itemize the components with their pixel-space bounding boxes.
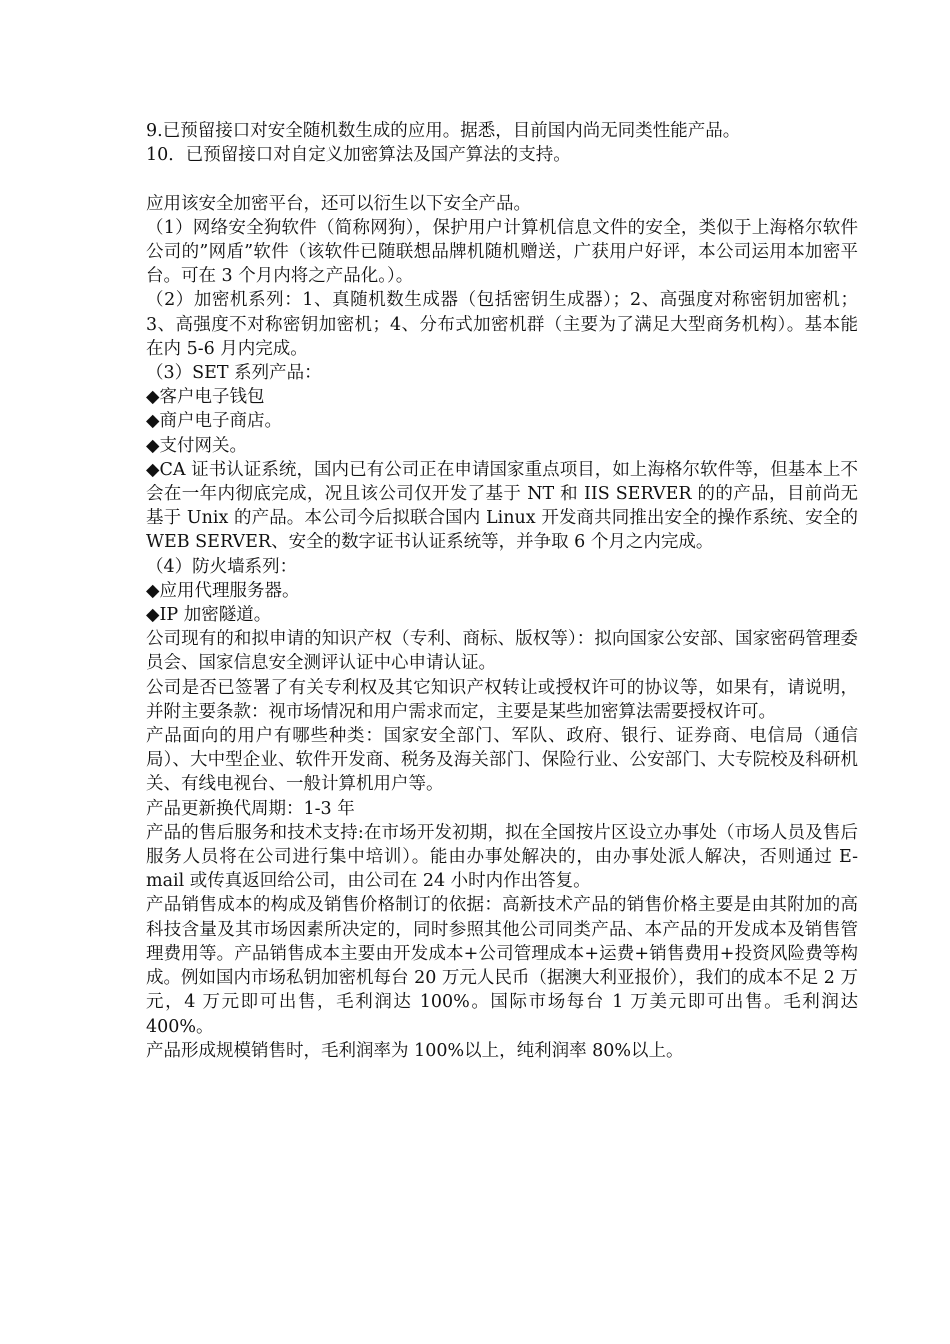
bullet-application-proxy: ◆应用代理服务器。 xyxy=(146,580,300,601)
paragraph-intellectual-property: 公司现有的和拟申请的知识产权（专利、商标、版权等）：拟向国家公安部、国家密码管理委员会、国家信息安全测评认证中心申请认证。 xyxy=(146,629,858,674)
paragraph-licensing-agreements: 公司是否已签署了有关专利权及其它知识产权转让或授权许可的协议等，如果有，请说明，并附主要条款：视市场情况和用户需求而定，主要是某些加密算法需要授权许可。 xyxy=(146,677,858,722)
document-body xyxy=(146,119,858,1063)
paragraph-set-series-heading: （3）SET 系列产品： xyxy=(146,363,322,384)
paragraph-custom-algorithm-interface: 10．已预留接口对自定义加密算法及国产算法的支持。 xyxy=(146,145,571,166)
paragraph-update-cycle: 产品更新换代周期：1-3 年 xyxy=(146,798,355,819)
paragraph-encryption-machine-series: （2）加密机系列：1、真随机数生成器（包括密钥生成器）；2、高强度对称密钥加密机；3、高强度不对称密钥加密机；4、分布式加密机群（主要为了满足大型商务机构）。基本能在内 5-6 月内完成。 xyxy=(146,290,858,359)
paragraph-profit-margin: 产品形成规模销售时，毛利润率为 100%以上，纯利润率 80%以上。 xyxy=(146,1040,684,1061)
paragraph-sales-cost-pricing: 产品销售成本的构成及销售价格制订的依据：高新技术产品的销售价格主要是由其附加的高科技含量及其市场因素所决定的，同时参照其他公司同类产品、本产品的开发成本及销售管理费用等。产品销售成本主要由开发成本+公司管理成本+运费+销售费用+投资风险费等构成。例如国内市场私钥加密机每台 20 万元人民币（据澳大利亚报价），我们的成本不足 2 万元，4 万元即可出售，毛利润达 100%。国际市场每台 1 万美元即可出售。毛利润达 400%。 xyxy=(146,895,858,1037)
paragraph-derived-products-intro: 应用该安全加密平台，还可以衍生以下安全产品。 xyxy=(146,193,531,214)
bullet-payment-gateway: ◆支付网关。 xyxy=(146,435,247,456)
bullet-merchant-store: ◆商户电子商店。 xyxy=(146,411,282,432)
bullet-customer-wallet: ◆客户电子钱包 xyxy=(146,387,265,408)
paragraph-network-security-dog: （1）网络安全狗软件（简称网狗），保护用户计算机信息文件的安全，类似于上海格尔软件公司的”网盾”软件（该软件已随联想品牌机随机赠送，广获用户好评，本公司运用本加密平台。可在 3 个月内将之产品化。）。 xyxy=(146,217,858,287)
bullet-ip-encryption-tunnel: ◆IP 加密隧道。 xyxy=(146,605,272,626)
paragraph-target-users: 产品面向的用户有哪些种类：国家安全部门、军队、政府、银行、证券商、电信局（通信局）、大中型企业、软件开发商、税务及海关部门、保险行业、公安部门、大专院校及科研机关、有线电视台、一般计算机用户等。 xyxy=(146,726,858,795)
paragraph-after-sales-service: 产品的售后服务和技术支持:在市场开发初期，拟在全国按片区设立办事处（市场人员及售后服务人员将在公司进行集中培训）。能由办事处解决的，由办事处派人解决，否则通过 E-mail 或传真返回给公司，由公司在 24 小时内作出答复。 xyxy=(146,822,858,892)
paragraph-random-number-interface: 9.已预留接口对安全随机数生成的应用。据悉，目前国内尚无同类性能产品。 xyxy=(146,121,741,141)
bullet-ca-certificate-system: ◆CA 证书认证系统，国内已有公司正在申请国家重点项目，如上海格尔软件等，但基本上不会在一年内彻底完成，况且该公司仅开发了基于 NT 和 IIS SERVER 的的产品，目前尚无基于 Unix 的产品。本公司今后拟联合国内 Linux 开发商共同推出安全的操作系统、安全的 WEB SERVER、安全的数字证书认证系统等，并争取 6 个月之内完成。 xyxy=(146,459,858,553)
blank-line xyxy=(146,167,858,191)
paragraph-firewall-series-heading: （4）防火墙系列： xyxy=(146,556,298,577)
